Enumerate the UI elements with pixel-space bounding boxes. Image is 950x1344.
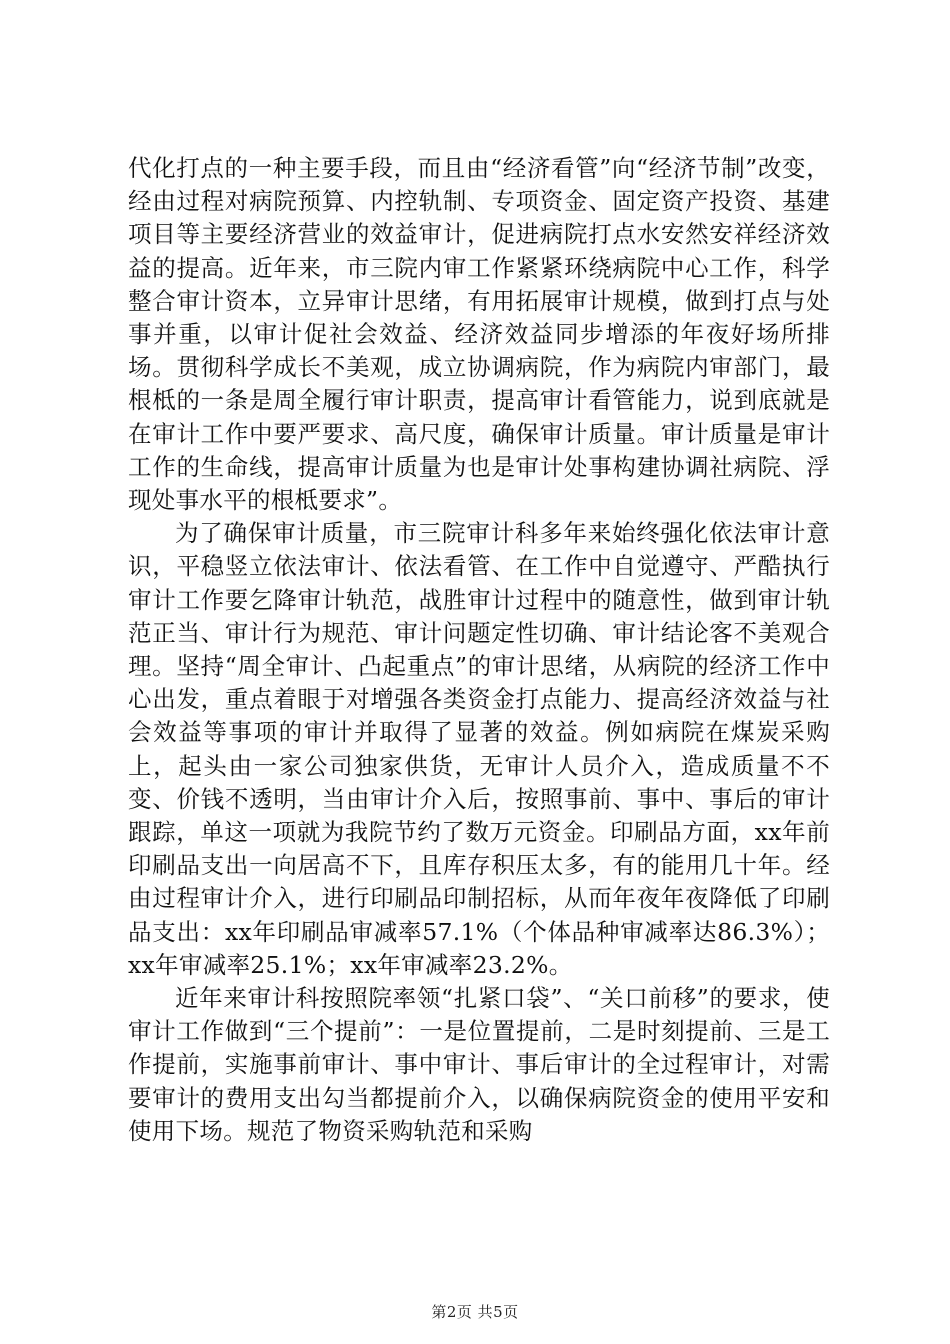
paragraph-2: 为了确保审计质量，市三院审计科多年来始终强化依法审计意识，平稳竖立依法审计、依法看管、在工作中自觉遵守、严酷执行审计工作要乞降审计轨范，战胜审计过程中的随意性，做到审计轨范正当、审计行为规范、审计问题定性切确、审计结论客不美观合理。坚持“周全审计、凸起重点”的审计思绪，从病院的经济工作中心出发，重点着眼于对增强各类资金打点能力、提高经济效益与社会效益等事项的审计并取得了显著的效益。例如病院在煤炭采购上，起头由一家公司独家供货，无审计人员介入，造成质量不不变、价钱不透明，当由审计介入后，按照事前、事中、事后的审计跟踪，单这一项就为我院节约了数万元资金。印刷品方面，xx年前印刷品支出一向居高不下，且库存积压太多，有的能用几十年。经由过程审计介入，进行印刷品印制招标，从而年夜年夜降低了印刷品支出：xx年印刷品审减率57.1%（个体品种审减率达86.3%）；xx年审减率25.1%；xx年审减率23.2%。 [128, 519, 830, 979]
document-body [128, 152, 830, 1148]
paragraph-1: 代化打点的一种主要手段，而且由“经济看管”向“经济节制”改变，经由过程对病院预算、内控轨制、专项资金、固定资产投资、基建项目等主要经济营业的效益审计，促进病院打点水安然安祥经济效益的提高。近年来，市三院内审工作紧紧环绕病院中心工作，科学整合审计资本，立异审计思绪，有用拓展审计规模，做到打点与处事并重，以审计促社会效益、经济效益同步增添的年夜好场所排场。贯彻科学成长不美观，成立协调病院，作为病院内审部门，最根柢的一条是周全履行审计职责，提高审计看管能力，说到底就是在审计工作中要严要求、高尺度，确保审计质量。审计质量是审计工作的生命线，提高审计质量为也是审计处事构建协调社病院、浮现处事水平的根柢要求”。 [128, 154, 830, 515]
paragraph-3: 近年来审计科按照院率领“扎紧口袋”、“关口前移”的要求，使审计工作做到“三个提前”：一是位置提前，二是时刻提前、三是工作提前，实施事前审计、事中审计、事后审计的全过程审计，对需要审计的费用支出勾当都提前介入，以确保病院资金的使用平安和使用下场。规范了物资采购轨范和采购 [128, 984, 830, 1145]
page-footer: 第2页 共5页 [431, 1303, 519, 1321]
